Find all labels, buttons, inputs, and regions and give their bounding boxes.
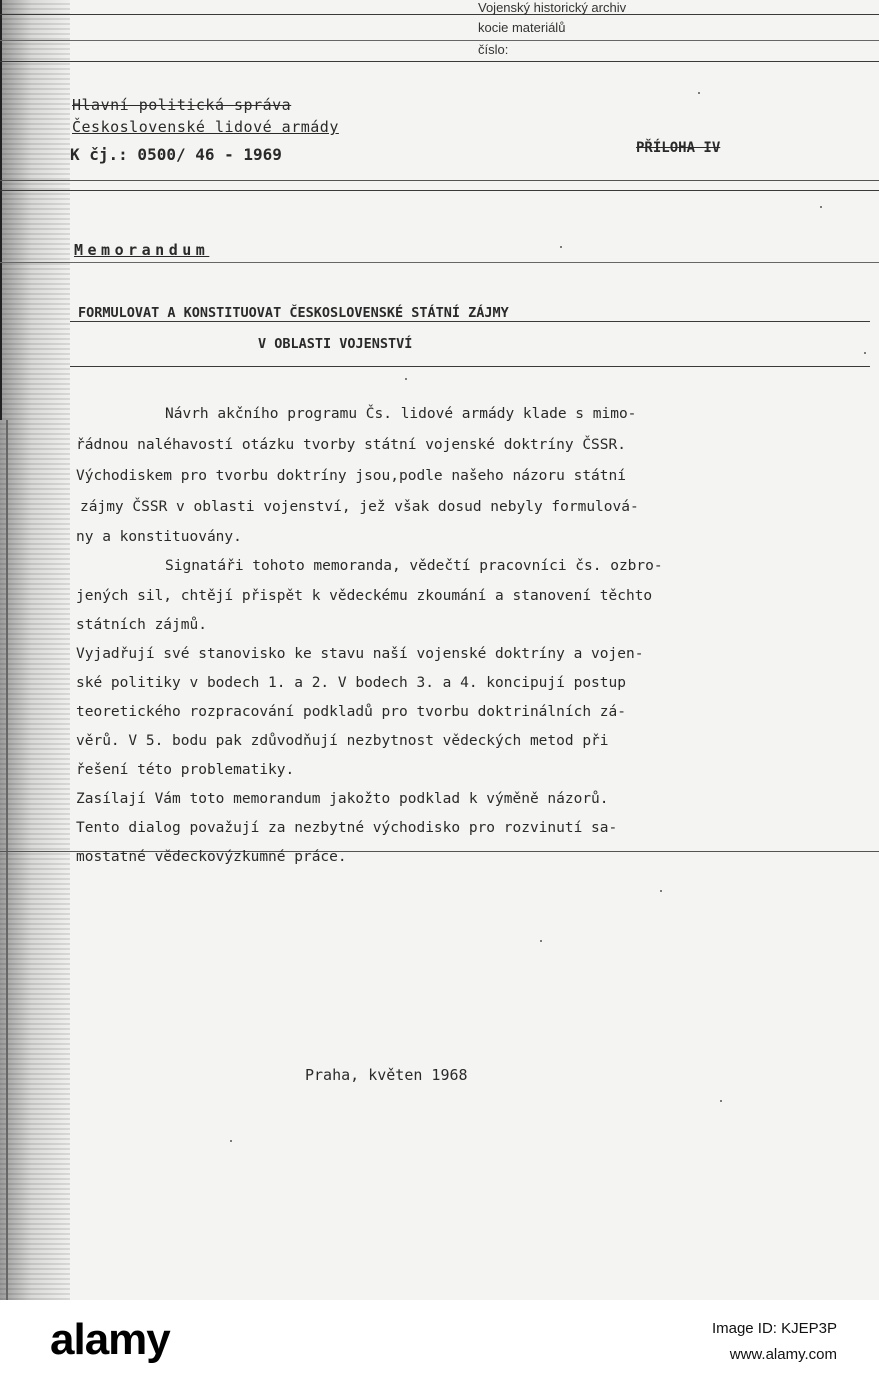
scan-line xyxy=(0,180,879,181)
archive-stamp-line-2: kocie materiálů xyxy=(478,20,566,35)
body-line: Východiskem pro tvorbu doktríny jsou,podle našeho názoru státní xyxy=(76,468,626,484)
scan-edge-bar xyxy=(6,420,8,1300)
body-line: ny a konstituovány. xyxy=(76,529,242,545)
archive-stamp-line-1: Vojenský historický archiv xyxy=(478,0,627,15)
scan-speck xyxy=(405,378,407,380)
scan-line xyxy=(0,61,879,62)
reference-number: K čj.: 0500/ 46 - 1969 xyxy=(70,145,282,164)
header-army: Československé lidové armády xyxy=(72,118,339,136)
scan-speck xyxy=(230,1140,232,1142)
body-line: jených sil, chtějí přispět k vědeckému zkoumání a stanovení těchto xyxy=(76,588,653,604)
archive-stamp-line-3: číslo: xyxy=(478,42,509,57)
title-underline xyxy=(70,321,870,322)
body-line: teoretického rozpracování podkladů pro tvorbu doktrinálních zá- xyxy=(76,704,626,720)
header-organization: Hlavní politická správa xyxy=(72,96,292,114)
body-line: Zasílají Vám toto memorandum jakožto podklad k výměně názorů. xyxy=(76,791,609,807)
body-line: Návrh akčního programu Čs. lidové armády klade s mimo- xyxy=(165,406,637,422)
body-line: věrů. V 5. bodu pak zdůvodňují nezbytnost vědeckých metod při xyxy=(76,733,609,749)
scan-edge-bar xyxy=(0,0,2,420)
scan-speck xyxy=(540,940,542,942)
scan-line xyxy=(0,262,879,263)
body-line: Signatáři tohoto memoranda, vědečtí pracovníci čs. ozbro- xyxy=(165,558,663,574)
memo-heading: Memorandum xyxy=(74,241,210,259)
body-line: zájmy ČSSR v oblasti vojenství, jež však dosud nebyly formulová- xyxy=(80,499,639,515)
scan-speck xyxy=(660,890,662,892)
title-rule xyxy=(70,366,870,367)
document-title-line-1: FORMULOVAT A KONSTITUOVAT ČESKOSLOVENSKÉ STÁTNÍ ZÁJMY xyxy=(78,305,509,321)
scan-line xyxy=(0,40,879,41)
body-line: ské politiky v bodech 1. a 2. V bodech 3. a 4. koncipují postup xyxy=(76,675,626,691)
scan-speck xyxy=(698,92,700,94)
attachment-label: PŘÍLOHA IV xyxy=(636,140,721,156)
scan-line xyxy=(0,190,879,191)
site-url: www.alamy.com xyxy=(729,1346,837,1363)
scan-speck xyxy=(820,206,822,208)
scan-speck xyxy=(864,352,866,354)
document-title-line-2: V OBLASTI VOJENSTVÍ xyxy=(258,336,413,352)
body-line: Tento dialog považují za nezbytné východisko pro rozvinutí sa- xyxy=(76,820,618,836)
scan-speck xyxy=(560,246,562,248)
body-line: státních zájmů. xyxy=(76,617,207,633)
scan-speck xyxy=(720,1100,722,1102)
body-line: řešení této problematiky. xyxy=(76,762,295,778)
body-line: Vyjadřují své stanovisko ke stavu naší vojenské doktríny a vojen- xyxy=(76,646,644,662)
alamy-logo: alamy xyxy=(50,1315,170,1364)
scan-edge-noise xyxy=(0,0,70,1300)
image-id-label: Image ID: KJEP3P xyxy=(711,1320,837,1337)
body-line: řádnou naléhavostí otázku tvorby státní vojenské doktríny ČSSR. xyxy=(76,437,626,453)
scan-line xyxy=(0,14,879,15)
place-and-date: Praha, květen 1968 xyxy=(305,1066,468,1084)
body-line: mostatné vědeckovýzkumné práce. xyxy=(76,849,347,865)
